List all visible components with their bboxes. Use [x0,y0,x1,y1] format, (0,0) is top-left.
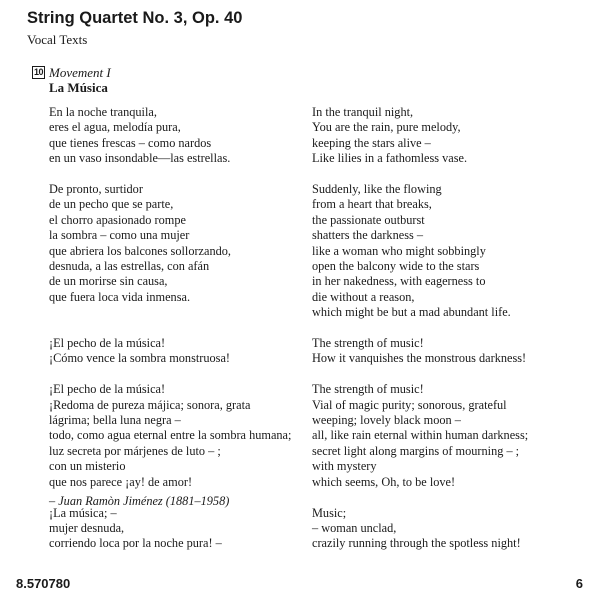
poem-line: How it vanquishes the monstrous darkness! [312,351,527,366]
poem-line: in her nakedness, with eagerness to [312,274,486,289]
poem-line: Music; [312,505,347,520]
poem-line: – woman unclad, [312,520,397,535]
spanish-stanza [49,382,299,490]
poem-line: The strength of music! [312,336,424,351]
spanish-stanza [49,336,299,367]
poem-line: the passionate outburst [312,212,425,227]
poem-line: ¡Cómo vence la sombra monstruosa! [49,351,230,366]
english-stanza [312,336,582,367]
poem-line: die without a reason, [312,289,415,304]
poem-line: el chorro apasionado rompe [49,212,186,227]
poem-line: en un vaso insondable—las estrellas. [49,151,231,166]
poem-line: with mystery [312,459,377,474]
poem-line: corriendo loca por la noche pura! – [49,536,222,551]
poem-line: ¡El pecho de la música! [49,382,166,397]
poem-line: weeping; lovely black moon – [312,413,461,428]
poem-line: de un morirse sin causa, [49,274,168,289]
poem-line: secret light along margins of mourning – ; [312,443,520,458]
poem-line: De pronto, surtidor [49,182,143,197]
movement-label: Movement I [49,65,111,80]
poem-line: que fuera loca vida inmensa. [49,289,191,304]
english-stanza [312,105,582,167]
song-title: La Música [49,80,108,95]
english-text-column [312,105,582,567]
poem-line: Suddenly, like the flowing [312,182,442,197]
poem-line: In the tranquil night, [312,105,414,119]
page-title: String Quartet No. 3, Op. 40 [27,9,243,27]
poem-line: eres el agua, melodía pura, [49,120,181,135]
poem-line: The strength of music! [312,382,424,397]
poem-line: which seems, Oh, to be love! [312,474,456,489]
poem-line: Like lilies in a fathomless vase. [312,151,468,166]
page-subtitle: Vocal Texts [27,32,88,47]
poem-line: luz secreta por márjenes de luto – ; [49,443,221,458]
poem-line: mujer desnuda, [49,520,125,535]
english-stanza [312,506,582,552]
poem-line: de un pecho que se parte, [49,197,174,212]
spanish-stanza [49,506,299,552]
track-number-badge: 10 [33,67,43,77]
page-number: 6 [575,576,583,591]
poem-line: Vial of magic purity; sonorous, grateful [312,397,507,412]
english-stanza [312,182,582,321]
poem-line: ¡Redoma de pureza májica; sonora, grata [49,397,251,412]
poem-line: lágrima; bella luna negra – [49,413,181,428]
poem-line: like a woman who might sobbingly [312,243,486,258]
poem-line: desnuda, a las estrellas, con afán [49,259,210,274]
poem-line: You are the rain, pure melody, [312,120,461,135]
poem-line: shatters the darkness – [312,228,423,243]
poem-line: En la noche tranquila, [49,105,157,119]
poem-line: que abriera los balcones sollorzando, [49,243,231,258]
poem-line: la sombra – como una mujer [49,228,190,243]
poet-attribution: – Juan Ramòn Jiménez (1881–1958) [49,494,230,508]
poem-line: ¡La música; – [49,505,117,520]
poem-line: que nos parece ¡ay! de amor! [49,474,193,489]
poem-line: crazily running through the spotless night! [312,536,521,551]
poem-line: from a heart that breaks, [312,197,432,212]
poem-line: open the balcony wide to the stars [312,259,480,274]
poem-line: keeping the stars alive – [312,135,431,150]
poem-line: que tienes frescas – como nardos [49,135,212,150]
poem-line: all, like rain eternal within human darkness; [312,428,529,443]
poem-line: con un misterio [49,459,126,474]
poem-line: which might be but a mad abundant life. [312,305,511,320]
spanish-stanza [49,182,299,305]
english-stanza [312,382,582,490]
catalog-number: 8.570780 [16,576,71,591]
poem-line: ¡El pecho de la música! [49,336,166,351]
poem-line: todo, como agua eternal entre la sombra humana; [49,428,292,443]
spanish-stanza [49,105,299,167]
